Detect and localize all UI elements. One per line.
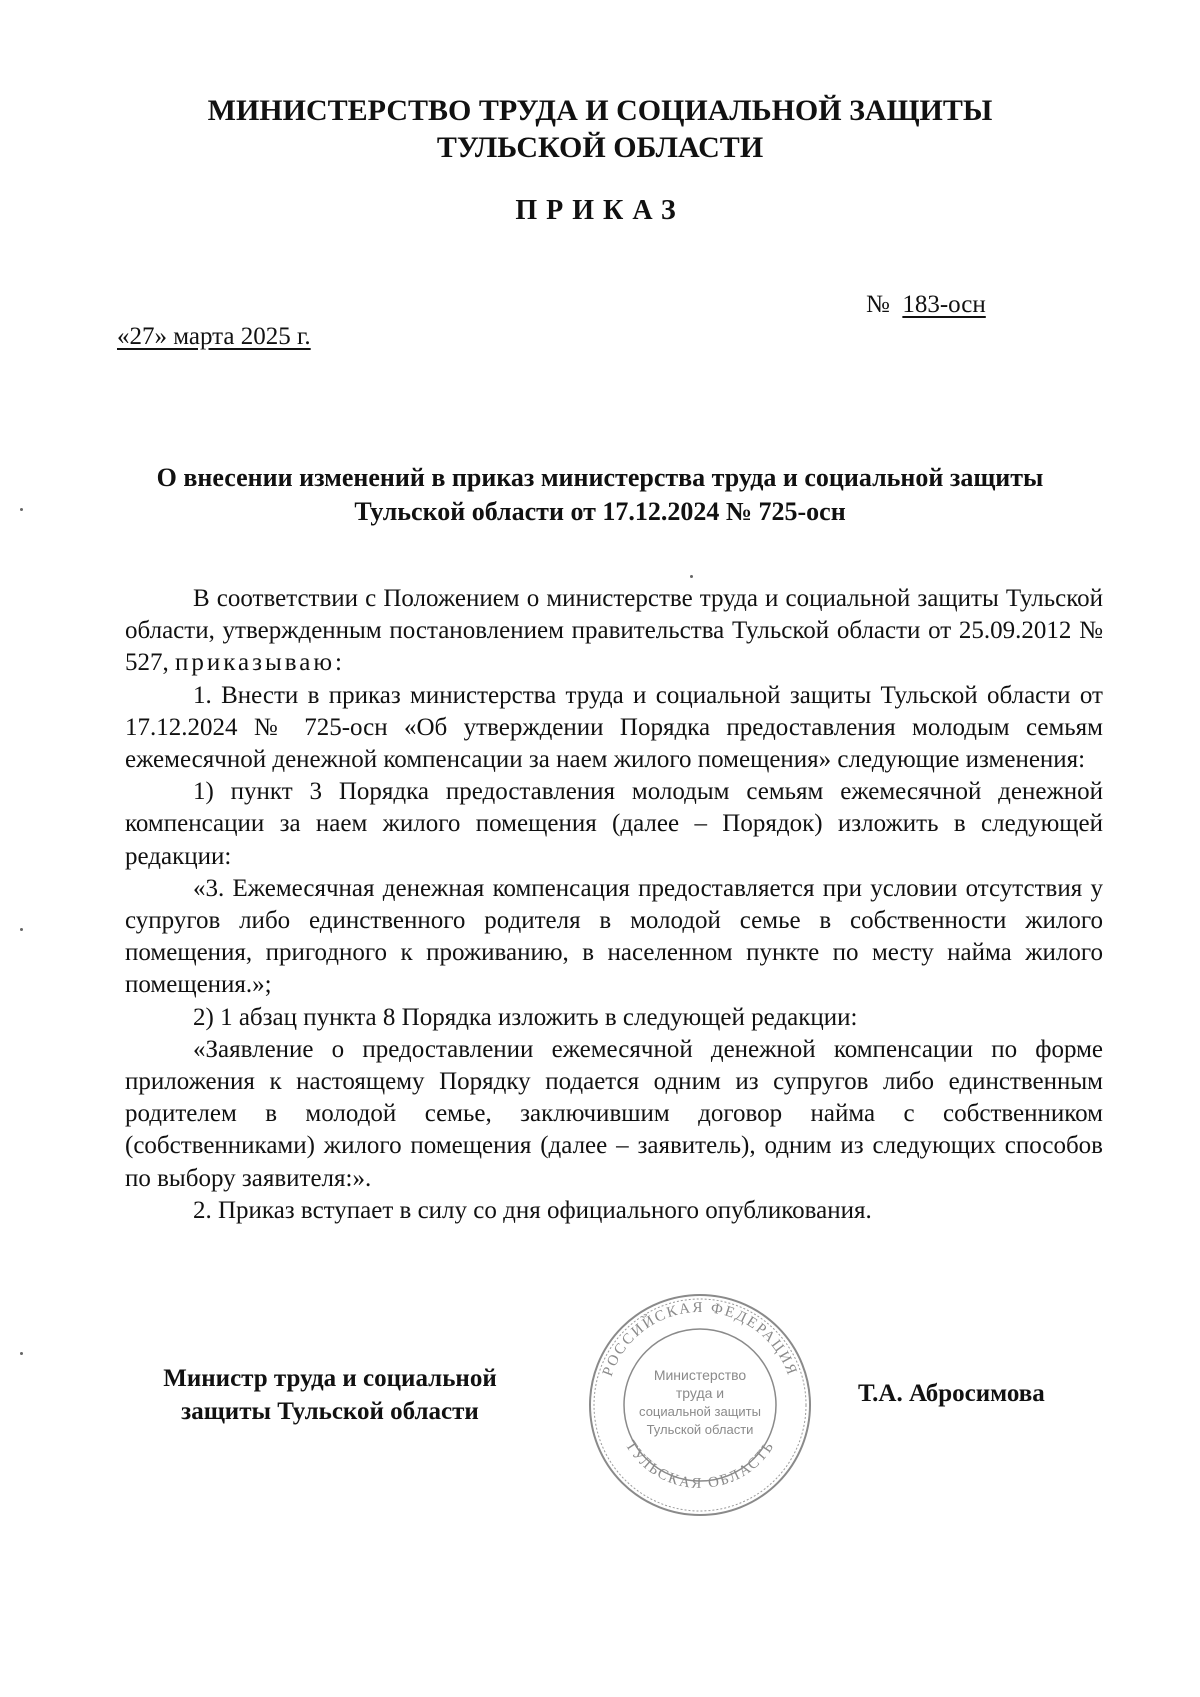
subject-line-1: О внесении изменений в приказ министерства труда и социальной защиты <box>156 463 1044 492</box>
ministry-line-2: ТУЛЬСКОЙ ОБЛАСТИ <box>436 131 764 164</box>
paragraph-quote-2: «Заявление о предоставлении ежемесячной денежной компенсации по форме приложения к настоящему Порядку подается одним из супругов либо единственным родителем в молодой семье, заключившим договор найма с собственником (собственниками) жилого помещения (далее – заявитель), одним из следующих способов по выбору заявителя:». <box>125 1035 1103 1192</box>
paragraph-preamble <box>125 583 1103 680</box>
ministry-line-1: МИНИСТЕРСТВО ТРУДА И СОЦИАЛЬНОЙ ЗАЩИТЫ <box>207 94 993 127</box>
order-subject <box>0 461 1200 529</box>
paragraph-item-2: 2. Приказ вступает в силу со дня официального опубликования. <box>193 1196 872 1224</box>
scan-speck <box>20 508 23 511</box>
stamp-outer-top-text: РОССИЙСКАЯ ФЕДЕРАЦИЯ <box>599 1299 801 1379</box>
position-line-1: Министр труда и социальной <box>163 1365 497 1392</box>
order-date: «27» марта 2025 г. <box>117 323 311 350</box>
position-line-2: защиты Тульской области <box>181 1398 479 1425</box>
scan-speck <box>690 575 693 578</box>
ministry-header <box>0 92 1200 166</box>
scan-speck <box>20 1352 23 1355</box>
paragraph-quote-1: «3. Ежемесячная денежная компенсация предоставляется при условии отсутствия у супругов либо единственного родителя в молодой семье в собственности жилого помещения, пригодного к проживанию, в населенном пункте по месту найма жилого помещения.»; <box>125 874 1103 999</box>
subject-line-2: Тульской области от 17.12.2024 № 725-осн <box>354 497 846 526</box>
stamp-inner-line-4: Тульской области <box>646 1422 754 1437</box>
stamp-inner-line-2: труда и <box>675 1385 725 1401</box>
stamp-inner-line-1: Министерство <box>653 1367 747 1383</box>
official-seal-stamp <box>585 1290 815 1520</box>
stamp-inner-line-3: социальной защиты <box>639 1404 761 1419</box>
order-body <box>125 583 1103 1227</box>
scan-speck <box>20 928 23 931</box>
number-label: № <box>866 291 890 318</box>
paragraph-subitem-2: 2) 1 абзац пункта 8 Порядка изложить в следующей редакции: <box>193 1003 858 1031</box>
number-value: 183-осн <box>902 291 986 318</box>
order-number <box>866 291 986 319</box>
signatory-name: Т.А. Абросимова <box>858 1380 1045 1407</box>
paragraph-item-1: 1. Внести в приказ министерства труда и социальной защиты Тульской области от 17.12.2024 № 725-осн «Об утверждении Порядка предоставления молодым семьям ежемесячной денежной компенсации за наем жилого помещения» следующие изменения: <box>125 681 1103 774</box>
preamble-order-word: приказываю: <box>175 649 345 677</box>
paragraph-subitem-1: 1) пункт 3 Порядка предоставления молодым семьям ежемесячной денежной компенсации за наем жилого помещения (далее – Порядок) изложить в следующей редакции: <box>125 778 1103 870</box>
signatory-position <box>130 1362 530 1428</box>
document-type-title: ПРИКАЗ <box>515 195 685 226</box>
preamble-text: В соответствии с Положением о министерстве труда и социальной защиты Тульской области, утвержденным постановлением правительства Тульской области от 25.09.2012 № 527, <box>125 585 1103 677</box>
stamp-outer-bottom-text: ТУЛЬСКАЯ ОБЛАСТЬ <box>621 1438 779 1493</box>
